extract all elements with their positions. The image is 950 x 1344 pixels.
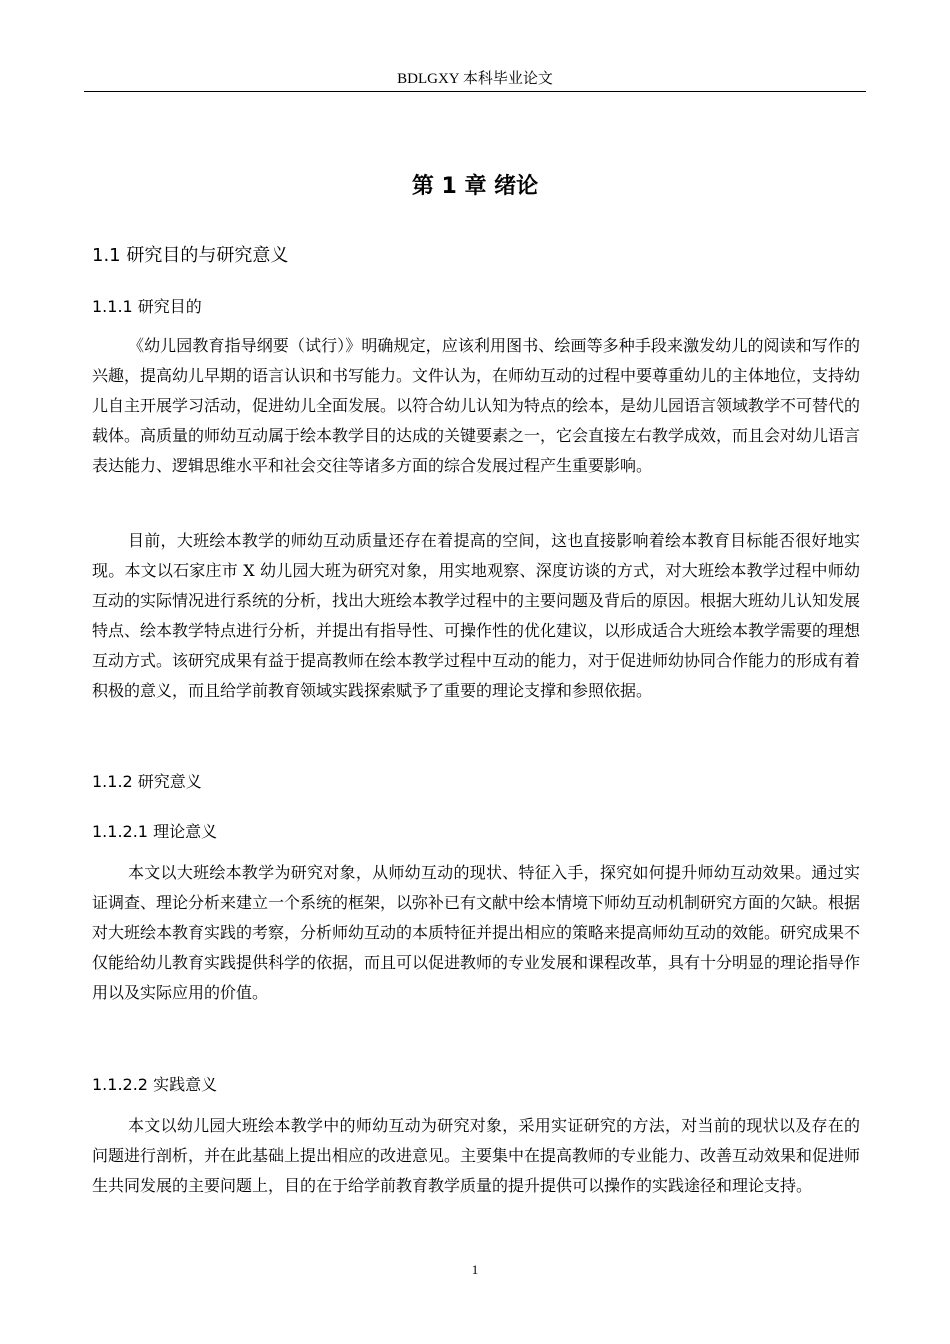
paragraph-research-purpose-2: 目前，大班绘本教学的师幼互动质量还存在着提高的空间，这也直接影响着绘本教育目标能否很好地实现。本文以石家庄市 X 幼儿园大班为研究对象，用实地观察、深度访谈的方式，对大班绘本教学过程中师幼互动的实际情况进行系统的分析，找出大班绘本教学过程中的主要问题及背后的原因。根据大班幼儿认知发展特点、绘本教学特点进行分析，并提出有指导性、可操作性的优化建议，以形成适合大班绘本教学需要的理想互动方式。该研究成果有益于提高教师在绘本教学过程中互动的能力，对于促进师幼协同合作能力的形成有着积极的意义，而且给学前教育领域实践探索赋予了重要的理论支撑和参照依据。 xyxy=(92,531,861,701)
section-heading-1-1-2-1: 1.1.2.1 理论意义 xyxy=(92,822,218,841)
header-divider xyxy=(84,91,866,92)
section-heading-1-1-2-2: 1.1.2.2 实践意义 xyxy=(92,1075,218,1094)
section-heading-1-1-2: 1.1.2 研究意义 xyxy=(92,772,202,791)
paragraph-theoretical-significance: 本文以大班绘本教学为研究对象，从师幼互动的现状、特征入手，探究如何提升师幼互动效果。通过实证调查、理论分析来建立一个系统的框架，以弥补已有文献中绘本情境下师幼互动机制研究方面的欠缺。根据对大班绘本教育实践的考察，分析师幼互动的本质特征并提出相应的策略来提高师幼互动的效能。研究成果不仅能给幼儿教育实践提供科学的依据，而且可以促进教师的专业发展和课程改革，具有十分明显的理论指导作用以及实际应用的价值。 xyxy=(92,863,861,1003)
paragraph-research-purpose-1: 《幼儿园教育指导纲要（试行）》明确规定，应该利用图书、绘画等多种手段来激发幼儿的阅读和写作的兴趣，提高幼儿早期的语言认识和书写能力。文件认为，在师幼互动的过程中要尊重幼儿的主体地位，支持幼儿自主开展学习活动，促进幼儿全面发展。以符合幼儿认知为特点的绘本，是幼儿园语言领域教学不可替代的载体。高质量的师幼互动属于绘本教学目的达成的关键要素之一，它会直接左右教学成效，而且会对幼儿语言表达能力、逻辑思维水平和社会交往等诸多方面的综合发展过程产生重要影响。 xyxy=(92,336,861,476)
running-header: BDLGXY 本科毕业论文 xyxy=(397,71,553,87)
page-number: 1 xyxy=(471,1262,479,1277)
chapter-title: 第 1 章 绪论 xyxy=(411,174,539,199)
section-heading-1-1-1: 1.1.1 研究目的 xyxy=(92,297,202,316)
section-heading-1-1: 1.1 研究目的与研究意义 xyxy=(92,245,289,266)
paragraph-practical-significance: 本文以幼儿园大班绘本教学中的师幼互动为研究对象，采用实证研究的方法，对当前的现状以及存在的问题进行剖析，并在此基础上提出相应的改进意见。主要集中在提高教师的专业能力、改善互动效果和促进师生共同发展的主要问题上，目的在于给学前教育教学质量的提升提供可以操作的实践途径和理论支持。 xyxy=(92,1116,861,1196)
